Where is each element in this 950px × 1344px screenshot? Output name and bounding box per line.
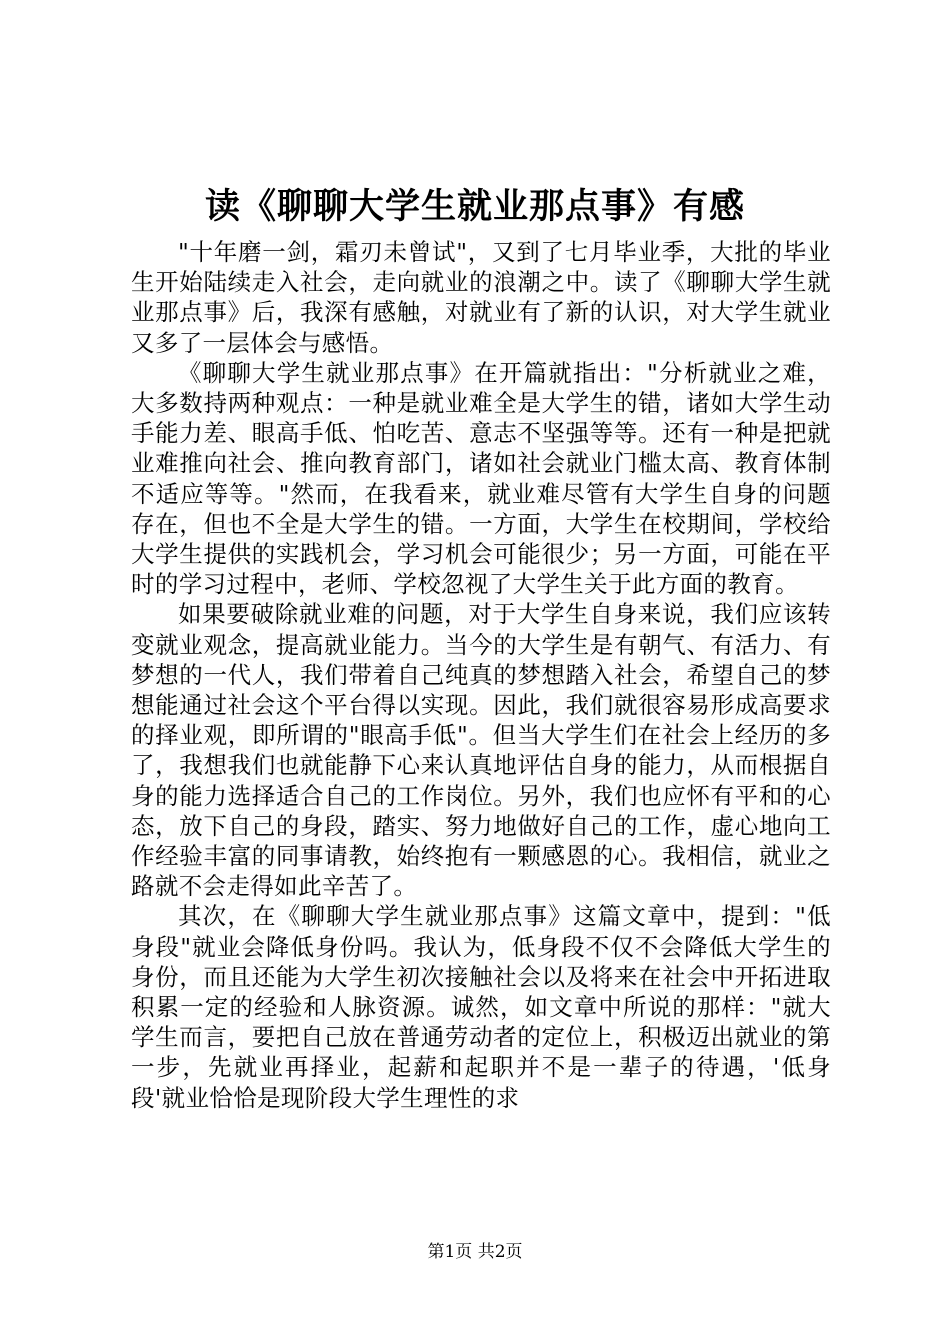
- page-number-footer: 第1页 共2页: [427, 1242, 523, 1262]
- paragraph: 其次，在《聊聊大学生就业那点事》这篇文章中，提到："低身段"就业会降低身份吗。我认为，低身段不仅不会降低大学生的身份，而且还能为大学生初次接触社会以及将来在社会中开拓进取积累一定的经验和人脉资源。诚然，如文章中所说的那样："就大学生而言，要把自己放在普通劳动者的定位上，积极迈出就业的第一步，先就业再择业，起薪和起职并不是一辈子的待遇，'低身段'就业恰恰是现阶段大学生理性的求: [131, 902, 831, 1112]
- paragraph: 如果要破除就业难的问题，对于大学生自身来说，我们应该转变就业观念，提高就业能力。当今的大学生是有朝气、有活力、有梦想的一代人，我们带着自己纯真的梦想踏入社会，希望自己的梦想能通过社会这个平台得以实现。因此，我们就很容易形成高要求的择业观，即所谓的"眼高手低"。但当大学生们在社会上经历的多了，我想我们也就能静下心来认真地评估自身的能力，从而根据自身的能力选择适合自己的工作岗位。另外，我们也应怀有平和的心态，放下自己的身段，踏实、努力地做好自己的工作，虚心地向工作经验丰富的同事请教，始终抱有一颗感恩的心。我相信，就业之路就不会走得如此辛苦了。: [131, 600, 831, 901]
- document-body: [131, 237, 831, 1113]
- document-title: 读《聊聊大学生就业那点事》有感: [204, 186, 745, 227]
- paragraph: 《聊聊大学生就业那点事》在开篇就指出："分析就业之难，大多数持两种观点：一种是就业难全是大学生的错，诸如大学生动手能力差、眼高手低、怕吃苦、意志不坚强等等。还有一种是把就业难推向社会、推向教育部门，诸如社会就业门槛太高、教育体制不适应等等。"然而，在我看来，就业难尽管有大学生自身的问题存在，但也不全是大学生的错。一方面，大学生在校期间，学校给大学生提供的实践机会，学习机会可能很少；另一方面，可能在平时的学习过程中，老师、学校忽视了大学生关于此方面的教育。: [131, 358, 831, 599]
- paragraph: "十年磨一剑，霜刃未曾试"，又到了七月毕业季，大批的毕业生开始陆续走入社会，走向就业的浪潮之中。读了《聊聊大学生就业那点事》后，我深有感触，对就业有了新的认识，对大学生就业又多了一层体会与感悟。: [131, 238, 831, 357]
